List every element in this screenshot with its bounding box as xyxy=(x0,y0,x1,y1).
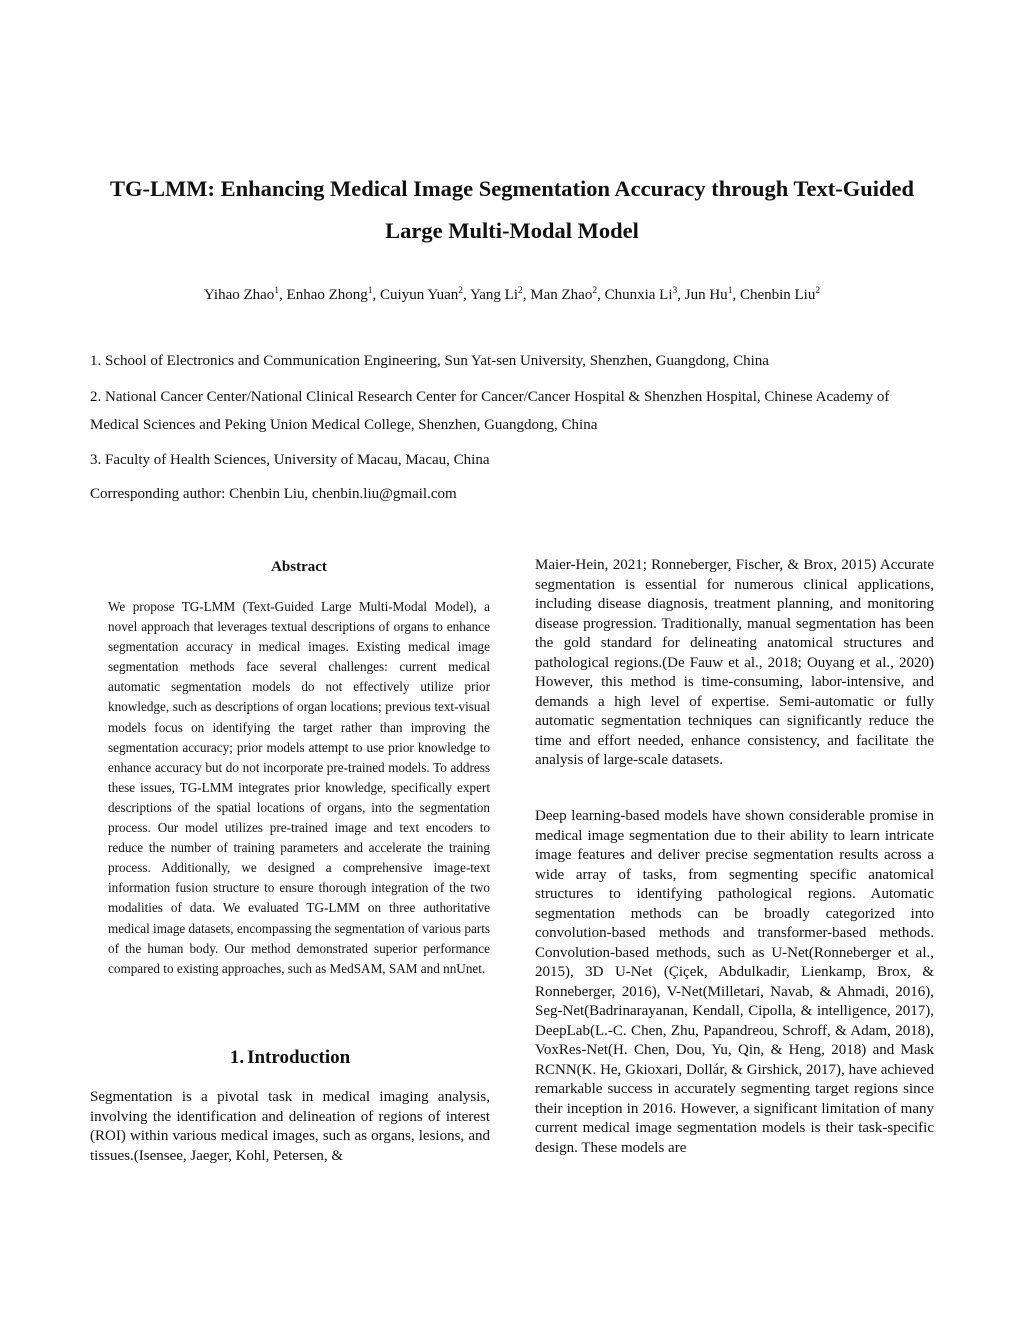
abstract-text: We propose TG-LMM (Text-Guided Large Multi-Modal Model), a novel approach that leverages textual descriptions of organs to enhance segmentation accuracy in medical images. Existing medical image segmentation methods face several challenges: current medical automatic segmentation models do not effectively utilize prior knowledge, such as descriptions of organ locations; previous text-visual models focus on identifying the target rather than improving the segmentation accuracy; prior models attempt to use prior knowledge to enhance accuracy but do not incorporate pre-trained models. To address these issues, TG-LMM integrates prior knowledge, specifically expert descriptions of the spatial locations of organs, into the segmentation process. Our model utilizes pre-trained image and text encoders to reduce the number of training parameters and accelerate the training process. Additionally, we designed a comprehensive image-text information fusion structure to ensure thorough integration of the two modalities of data. We evaluated TG-LMM on three authoritative medical image datasets, encompassing the segmentation of various parts of the human body. Our method demonstrated superior performance compared to existing approaches, such as MedSAM, SAM and nnUnet. xyxy=(108,599,490,976)
paper-title: TG-LMM: Enhancing Medical Image Segmentation Accuracy through Text-Guided Large Multi-Modal Model xyxy=(110,176,914,243)
author-affiliation-mark: 2 xyxy=(458,286,463,296)
author-name: Chenbin Liu xyxy=(739,287,816,303)
author-affiliation-mark: 2 xyxy=(518,286,523,296)
author-affiliation-mark: 1 xyxy=(727,286,733,296)
author-affiliation-mark: 1 xyxy=(274,286,280,296)
author-affiliation-mark: 1 xyxy=(367,286,373,296)
author-name: Yihao Zhao xyxy=(203,287,275,303)
corresponding-author: Corresponding author: Chenbin Liu, chenbin.liu@gmail.com xyxy=(90,486,457,502)
introduction-heading xyxy=(90,1045,490,1071)
author-name: Enhao Zhong xyxy=(286,287,368,303)
author-affiliation-mark: 3 xyxy=(672,286,678,296)
intro-paragraph-2: Deep learning-based models have shown considerable promise in medical image segmentation due to their ability to learn intricate image features and deliver precise segmentation results across a wide array of tasks, from segmenting specific anatomical structures to identifying pathological regions. Automatic segmentation methods can be broadly categorized into convolution-based methods and transformer-based methods. Convolution-based methods, such as U-Net(Ronneberger et al., 2015), 3D U-Net (Çiçek, Abdulkadir, Lienkamp, Brox, & Ronneberger, 2016), V-Net(Milletari, Navab, & Ahmadi, 2016), Seg-Net(Badrinarayanan, Kendall, Cipolla, & intelligence, 2017), DeepLab(L.-C. Chen, Zhu, Papandreou, Schroff, & Adam, 2018), VoxRes-Net(H. Chen, Dou, Yu, Qin, & Heng, 2018) and Mask RCNN(K. He, Gkioxari, Dollár, & Girshick, 2017), have achieved remarkable success in accurately segmenting target regions since their inception in 2016. However, a significant limitation of many current medical image segmentation models is their task-specific design. These models are xyxy=(535,808,934,1156)
author-name: Chunxia Li xyxy=(604,287,673,303)
author-name: Yang Li xyxy=(469,287,519,303)
author-affiliation-mark: 2 xyxy=(592,286,598,296)
section-title: Introduction xyxy=(247,1047,351,1068)
affiliation-2: 2. National Cancer Center/National Clinical Research Center for Cancer/Cancer Hospital & Shenzhen Hospital, Chinese Academy of Medical Sciences and Peking Union Medical College, Shenzhen, Guangdong, China xyxy=(90,389,890,433)
intro-paragraph-1-left: Segmentation is a pivotal task in medical imaging analysis, involving the identification and delineation of regions of interest (ROI) within various medical images, such as organs, lesions, and tissues.(Isensee, Jaeger, Kohl, Petersen, & xyxy=(90,1089,490,1164)
abstract-heading: Abstract xyxy=(271,559,327,575)
author-list: Yihao Zhao$^1$, Enhao Zhong$^1$, Cuiyun Yuan$^2$, Yang Li$^2$, Man Zhao$^2$, Chunxia Li$^3$, Jun Hu$^1$, Chenbin Liu$^2$ xyxy=(203,286,821,303)
affiliation-1: 1. School of Electronics and Communication Engineering, Sun Yat-sen University, Shenzhen, Guangdong, China xyxy=(90,353,769,369)
section-number: 1. xyxy=(229,1047,245,1068)
author-affiliation-mark: 2 xyxy=(815,286,821,296)
author-name: Jun Hu xyxy=(684,287,728,303)
author-name: Man Zhao xyxy=(530,287,593,303)
intro-paragraph-1-right: Maier-Hein, 2021; Ronneberger, Fischer, & Brox, 2015) Accurate segmentation is essential for numerous clinical applications, including disease diagnosis, treatment planning, and monitoring disease progression. Traditionally, manual segmentation has been the gold standard for delineating anatomical structures and pathological regions.(De Fauw et al., 2018; Ouyang et al., 2020) However, this method is time-consuming, labor-intensive, and demands a high level of expertise. Semi-automatic or fully automatic segmentation techniques can significantly reduce the time and effort needed, enhance consistency, and facilitate the analysis of large-scale datasets. xyxy=(535,557,934,768)
author-name: Cuiyun Yuan xyxy=(380,287,459,303)
affiliation-3: 3. Faculty of Health Sciences, University of Macau, Macau, China xyxy=(90,452,490,468)
